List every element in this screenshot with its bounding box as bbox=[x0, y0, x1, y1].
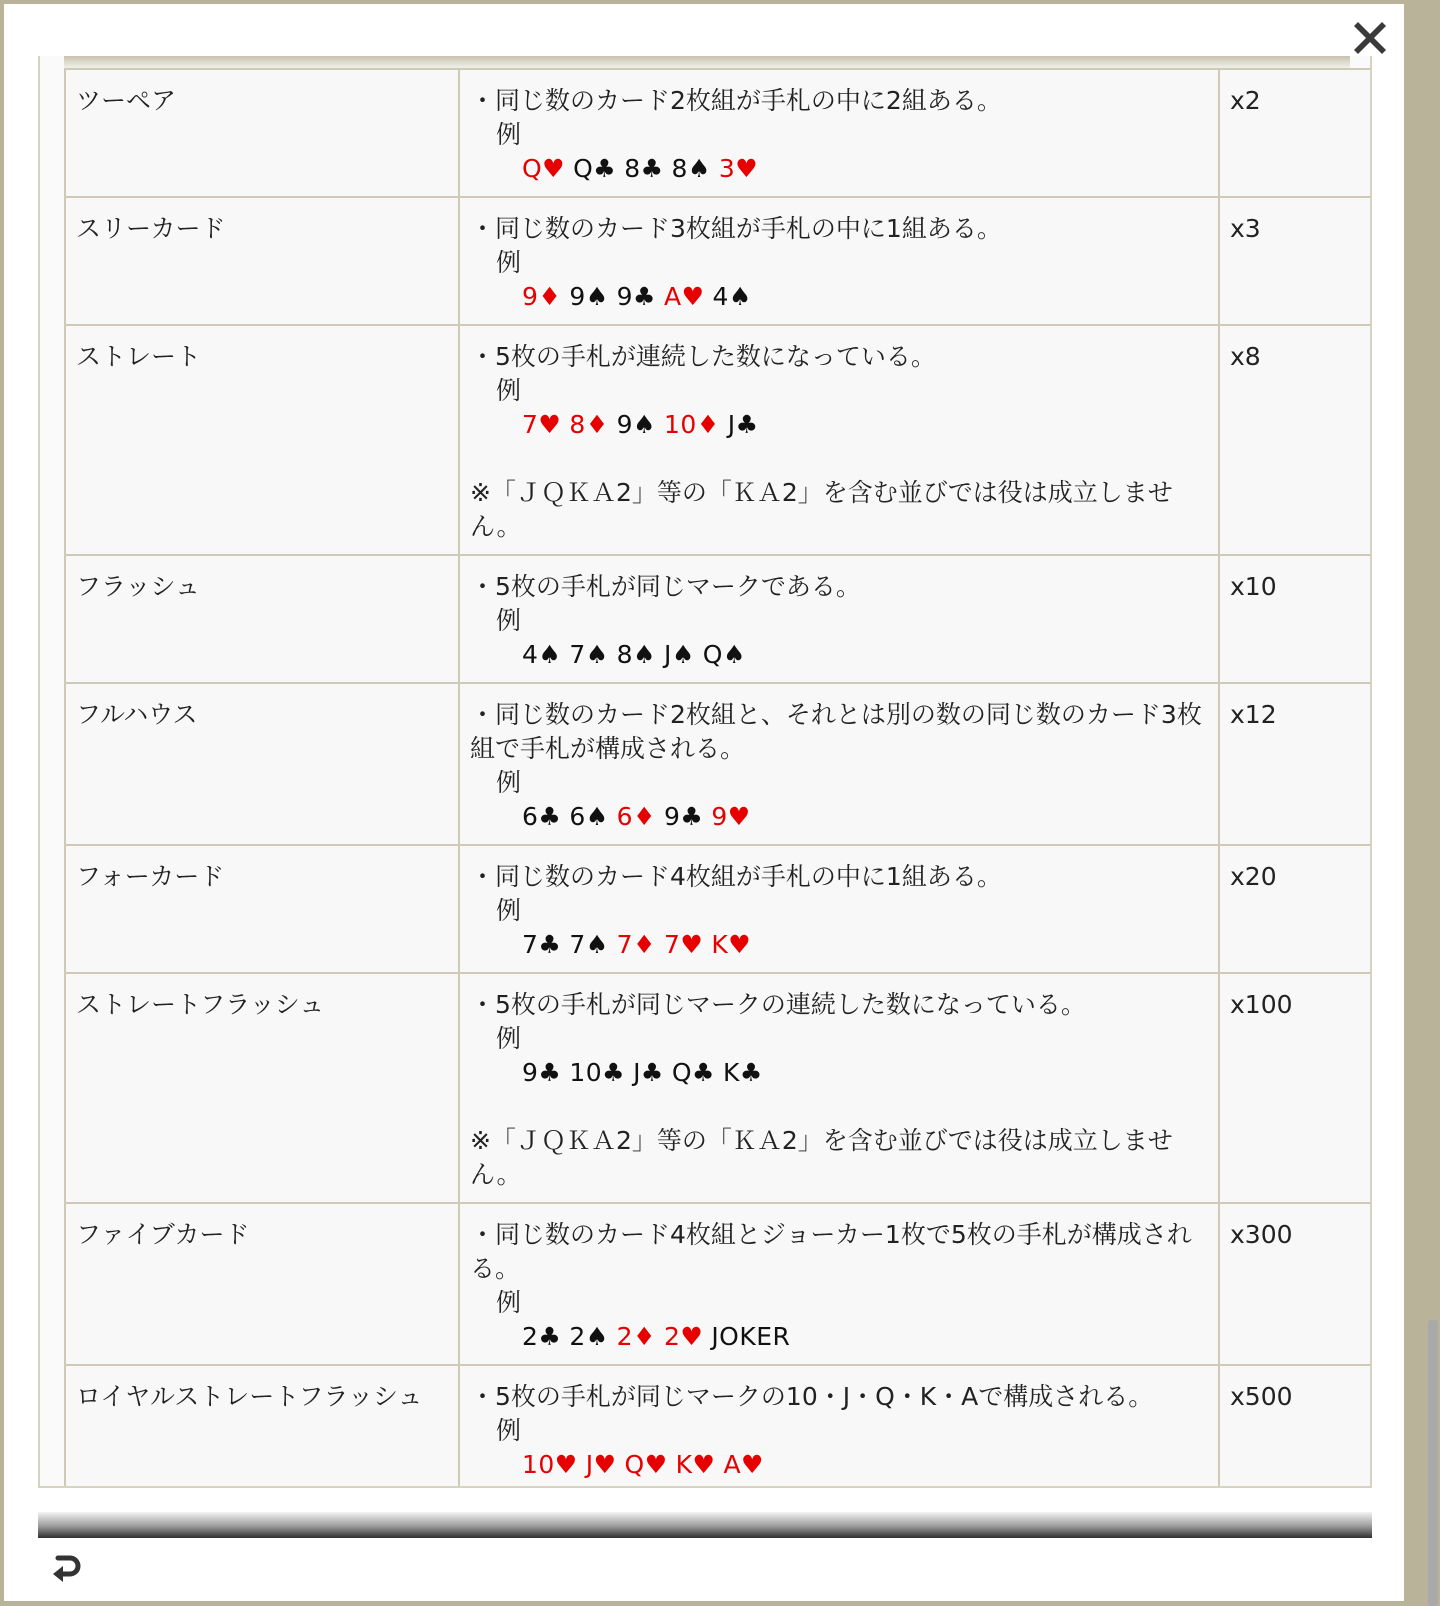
card: JOKER bbox=[711, 1322, 791, 1351]
card: J♣ bbox=[633, 1058, 664, 1087]
card: Q♣ bbox=[573, 154, 617, 183]
table-row bbox=[65, 1365, 1372, 1488]
card: 7♥ bbox=[522, 410, 562, 439]
card: 9♣ bbox=[522, 1058, 562, 1087]
example-label: 例 bbox=[496, 896, 522, 925]
card: 8♠ bbox=[616, 640, 656, 669]
card: 6♦ bbox=[616, 802, 656, 831]
hand-multiplier: x10 bbox=[1219, 555, 1372, 683]
hand-multiplier: x20 bbox=[1219, 845, 1372, 973]
example-cards bbox=[470, 1320, 1208, 1354]
hand-multiplier: x500 bbox=[1219, 1365, 1372, 1488]
card: K♥ bbox=[675, 1450, 716, 1479]
card: 9♣ bbox=[663, 802, 704, 831]
hand-description bbox=[459, 973, 1219, 1203]
card: 4♠ bbox=[712, 282, 752, 311]
hand-name: フラッシュ bbox=[65, 555, 459, 683]
example-cards bbox=[470, 152, 1208, 186]
hand-name: ツーペア bbox=[65, 69, 459, 197]
table-row bbox=[65, 1203, 1372, 1365]
back-button[interactable] bbox=[44, 1550, 84, 1590]
card: 9♠ bbox=[569, 282, 609, 311]
hand-name: ファイブカード bbox=[65, 1203, 459, 1365]
example-cards bbox=[470, 800, 1208, 834]
table-row bbox=[65, 683, 1372, 845]
description-text: ・5枚の手札が同じマークの連続した数になっている。 bbox=[470, 990, 1086, 1019]
description-text: ・5枚の手札が同じマークの10・J・Q・K・Aで構成される。 bbox=[470, 1382, 1154, 1411]
hand-multiplier: x12 bbox=[1219, 683, 1372, 845]
hand-name: フルハウス bbox=[65, 683, 459, 845]
card: 2♥ bbox=[663, 1322, 704, 1351]
hands-scroll-area[interactable] bbox=[38, 56, 1372, 1488]
hand-name: ストレートフラッシュ bbox=[65, 973, 459, 1203]
description-text: ・5枚の手札が同じマークである。 bbox=[470, 572, 861, 601]
description-text: ・同じ数のカード2枚組が手札の中に2組ある。 bbox=[470, 86, 1002, 115]
hand-rankings-table bbox=[64, 68, 1372, 1488]
card: 10♥ bbox=[522, 1450, 578, 1479]
example-label: 例 bbox=[496, 1024, 522, 1053]
card: 9♠ bbox=[616, 410, 656, 439]
example-cards bbox=[470, 1448, 1208, 1482]
card: 7♠ bbox=[569, 640, 609, 669]
table-row bbox=[65, 845, 1372, 973]
scrollbar-thumb[interactable] bbox=[1428, 1320, 1438, 1606]
hand-name: ストレート bbox=[65, 325, 459, 555]
example-label: 例 bbox=[496, 1288, 522, 1317]
hand-multiplier: x300 bbox=[1219, 1203, 1372, 1365]
description-text: ・5枚の手札が連続した数になっている。 bbox=[470, 342, 936, 371]
hand-description bbox=[459, 555, 1219, 683]
card: 4♠ bbox=[522, 640, 562, 669]
card: 9♥ bbox=[711, 802, 751, 831]
example-cards bbox=[470, 408, 1208, 442]
hand-description bbox=[459, 1365, 1219, 1488]
table-row bbox=[65, 197, 1372, 325]
card: 10♣ bbox=[569, 1058, 626, 1087]
table-row bbox=[65, 555, 1372, 683]
hand-description bbox=[459, 197, 1219, 325]
card: 9♣ bbox=[616, 282, 656, 311]
description-text: ・同じ数のカード3枚組が手札の中に1組ある。 bbox=[470, 214, 1002, 243]
card: Q♣ bbox=[671, 1058, 715, 1087]
close-button[interactable] bbox=[1348, 16, 1392, 60]
note-text: ※「ＪＱＫＡ2」等の「ＫＡ2」を含む並びでは役は成立しません。 bbox=[470, 1126, 1173, 1189]
card: A♥ bbox=[723, 1450, 764, 1479]
example-label: 例 bbox=[496, 1416, 522, 1445]
description-text: ・同じ数のカード4枚組が手札の中に1組ある。 bbox=[470, 862, 1002, 891]
card: J♠ bbox=[663, 640, 695, 669]
table-header-strip bbox=[64, 56, 1350, 68]
hand-description bbox=[459, 683, 1219, 845]
hand-description bbox=[459, 845, 1219, 973]
return-arrow-icon bbox=[44, 1550, 84, 1590]
card: 8♦ bbox=[569, 410, 609, 439]
table-row bbox=[65, 973, 1372, 1203]
example-label: 例 bbox=[496, 120, 522, 149]
card: Q♠ bbox=[702, 640, 746, 669]
card: 9♦ bbox=[522, 282, 562, 311]
hand-multiplier: x2 bbox=[1219, 69, 1372, 197]
card: 7♦ bbox=[616, 930, 656, 959]
description-text: ・同じ数のカード2枚組と、それとは別の数の同じ数のカード3枚組で手札が構成される。 bbox=[470, 700, 1202, 763]
hand-name: スリーカード bbox=[65, 197, 459, 325]
hand-description bbox=[459, 325, 1219, 555]
example-cards bbox=[470, 280, 1208, 314]
hand-multiplier: x100 bbox=[1219, 973, 1372, 1203]
example-label: 例 bbox=[496, 248, 522, 277]
card: 7♥ bbox=[663, 930, 704, 959]
hand-name: ロイヤルストレートフラッシュ bbox=[65, 1365, 459, 1488]
card: 2♣ bbox=[522, 1322, 562, 1351]
card: 2♦ bbox=[616, 1322, 656, 1351]
card: Q♥ bbox=[624, 1450, 668, 1479]
hand-description bbox=[459, 69, 1219, 197]
bottom-bar bbox=[38, 1512, 1372, 1538]
table-row bbox=[65, 69, 1372, 197]
example-label: 例 bbox=[496, 768, 522, 797]
example-cards bbox=[470, 928, 1208, 962]
card: K♥ bbox=[711, 930, 752, 959]
example-cards bbox=[470, 638, 1208, 672]
example-label: 例 bbox=[496, 376, 522, 405]
card: 8♣ bbox=[624, 154, 664, 183]
hand-name: フォーカード bbox=[65, 845, 459, 973]
card: 6♣ bbox=[522, 802, 562, 831]
card: 6♠ bbox=[569, 802, 609, 831]
card: K♣ bbox=[722, 1058, 763, 1087]
card: 7♠ bbox=[569, 930, 609, 959]
card: J♥ bbox=[585, 1450, 617, 1479]
description-text: ・同じ数のカード4枚組とジョーカー1枚で5枚の手札が構成される。 bbox=[470, 1220, 1192, 1283]
hand-multiplier: x3 bbox=[1219, 197, 1372, 325]
close-x-icon bbox=[1348, 16, 1392, 60]
hand-multiplier: x8 bbox=[1219, 325, 1372, 555]
card: 3♥ bbox=[718, 154, 759, 183]
card: 10♦ bbox=[663, 410, 720, 439]
rules-modal bbox=[4, 4, 1404, 1601]
card: A♥ bbox=[663, 282, 705, 311]
card: 8♠ bbox=[671, 154, 711, 183]
card: 7♣ bbox=[522, 930, 562, 959]
table-row bbox=[65, 325, 1372, 555]
note-text: ※「ＪＱＫＡ2」等の「ＫＡ2」を含む並びでは役は成立しません。 bbox=[470, 478, 1173, 541]
example-cards bbox=[470, 1056, 1208, 1090]
card: Q♥ bbox=[522, 154, 566, 183]
hand-description bbox=[459, 1203, 1219, 1365]
card: 2♠ bbox=[569, 1322, 609, 1351]
card: J♣ bbox=[727, 410, 759, 439]
example-label: 例 bbox=[496, 606, 522, 635]
